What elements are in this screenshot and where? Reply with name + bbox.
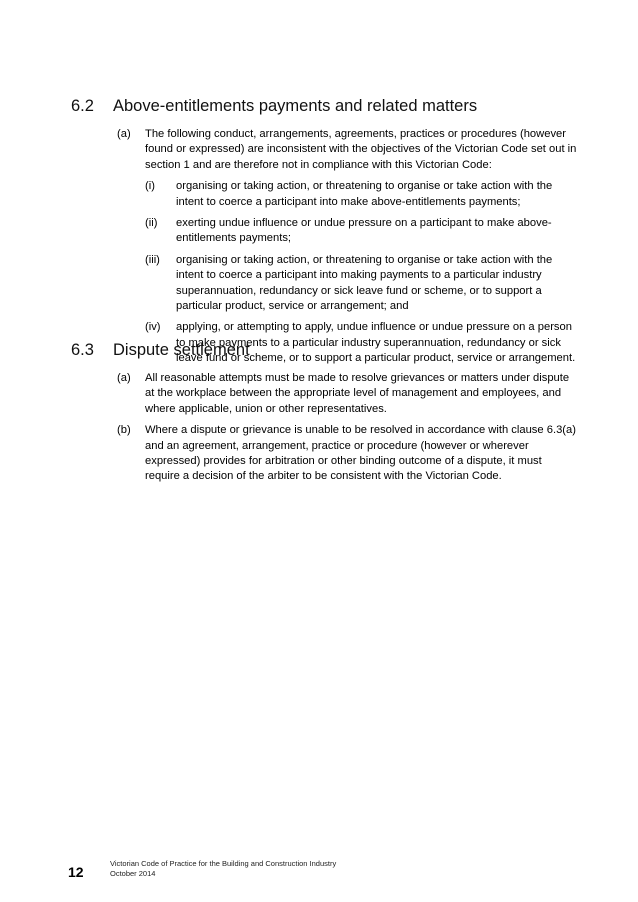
section-6-3	[71, 341, 591, 485]
subclause-text	[176, 179, 591, 210]
section-number: 6.3	[71, 341, 94, 359]
text-line: particular product, service or arrangement; and	[176, 300, 409, 313]
text-line: applying, or attempting to apply, undue influence or undue pressure on a person	[176, 321, 572, 334]
subclause-marker: (i)	[145, 180, 155, 193]
section-title: Above-entitlements payments and related matters	[113, 97, 478, 115]
section-title: Dispute settlement	[113, 341, 250, 359]
footer-doc-title: Victorian Code of Practice for the Building and Construction Industry	[110, 859, 337, 868]
text-line: and an agreement, arrangement, practice or procedure (however or wherever	[145, 439, 529, 452]
subclause-text	[176, 253, 591, 315]
subclause-i	[71, 179, 591, 210]
clause-a	[71, 127, 591, 367]
text-line: require a decision of the arbiter to be consistent with the Victorian Code.	[145, 470, 502, 483]
subclause-iii	[71, 253, 591, 315]
footer-document-info	[110, 859, 336, 879]
text-line: exerting undue influence or undue pressure on a participant to make above-	[176, 217, 552, 230]
page-number: 12	[68, 864, 84, 880]
clause-marker: (a)	[117, 372, 131, 384]
subclause-marker: (iii)	[145, 253, 160, 266]
text-line: section 1 and are therefore not in compliance with this Victorian Code:	[145, 158, 492, 171]
section-6-2	[71, 97, 591, 367]
clause-b	[71, 423, 591, 485]
subclause-marker: (ii)	[145, 217, 158, 230]
text-line: to make payments to a particular industry superannuation, redundancy or sick	[176, 336, 561, 349]
text-line: superannuation, redundancy or sick leave fund or scheme, or to support a	[176, 284, 542, 297]
text-line: The following conduct, arrangements, agreements, practices or procedures (however	[145, 128, 566, 140]
clause-text	[145, 127, 591, 173]
text-line: intent to coerce a participant into making payments to a particular industry	[176, 269, 542, 282]
section-heading	[71, 97, 591, 121]
text-line: at the workplace between the appropriate level of management and employees, and	[145, 387, 562, 400]
text-line: found or expressed) are inconsistent with the objectives of the Victorian Code set out in	[145, 143, 577, 156]
text-line: entitlements payments;	[176, 232, 292, 245]
text-line: All reasonable attempts must be made to resolve grievances or matters under dispute	[145, 372, 570, 384]
subclause-ii	[71, 216, 591, 247]
subclause-marker: (iv)	[145, 321, 161, 334]
text-line: intent to coerce a participant into make above-entitlements payments;	[176, 195, 521, 208]
section-heading	[71, 341, 591, 365]
clause-text	[145, 371, 591, 417]
subclause-text	[176, 216, 591, 247]
text-line: Where a dispute or grievance is unable to be resolved in accordance with clause 6.3(a)	[145, 424, 576, 437]
clause-marker: (a)	[117, 128, 131, 140]
text-line: expressed) provides for arbitration or other binding outcome of a dispute, it must	[145, 455, 542, 468]
footer-date: October 2014	[110, 869, 156, 878]
clause-text	[145, 423, 591, 485]
text-line: leave fund or scheme, or to support a particular product, service or arrangement.	[176, 352, 576, 365]
text-line: organising or taking action, or threatening to organise or take action with the	[176, 253, 553, 266]
clause-marker: (b)	[117, 424, 131, 437]
section-number: 6.2	[71, 97, 94, 115]
clause-a	[71, 371, 591, 417]
text-line: where applicable, union or other representatives.	[145, 402, 387, 415]
text-line: organising or taking action, or threatening to organise or take action with the	[176, 180, 553, 193]
